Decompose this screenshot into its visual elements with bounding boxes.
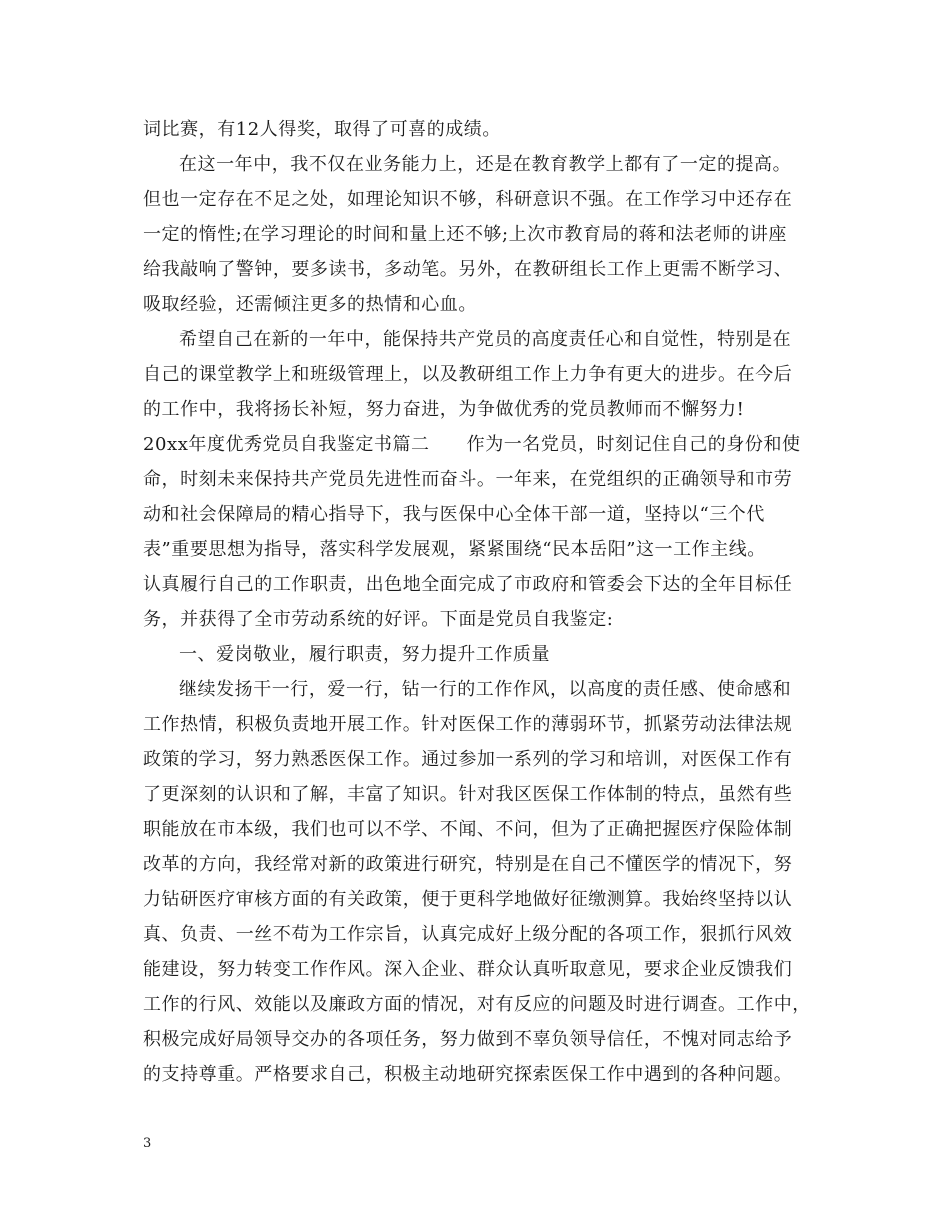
text-line: 一、爱岗敬业，履行职责，努力提升工作质量: [179, 644, 550, 665]
text-line: 一定的惰性;在学习理论的时间和量上还不够;上次市教育局的蒋和法老师的讲座: [143, 224, 787, 245]
text-line: 表”重要思想为指导，落实科学发展观，紧紧围绕“民本岳阳”这一工作主线。: [143, 539, 766, 560]
text-line: 动和社会保障局的精心指导下，我与医保中心全体干部一道，坚持以“三个代: [143, 504, 765, 525]
text-line: 20xx年度优秀党员自我鉴定书篇二 作为一名党员，时刻记住自己的身份和使: [143, 434, 801, 455]
text-line: 在这一年中，我不仅在业务能力上，还是在教育教学上都有了一定的提高。: [179, 154, 792, 175]
text-line: 改革的方向，我经常对新的政策进行研究，特别是在自己不懂医学的情况下，努: [143, 854, 793, 875]
text-line: 继续发扬干一行，爱一行，钻一行的工作作风，以高度的责任感、使命感和: [179, 679, 792, 700]
text-line: 能建设，努力转变工作作风。深入企业、群众认真听取意见，要求企业反馈我们: [143, 959, 793, 980]
document-body: [143, 112, 813, 1092]
text-line: 工作的行风、效能以及廉政方面的情况，对有反应的问题及时进行调查。工作中，: [143, 994, 811, 1015]
text-line: 务，并获得了全市劳动系统的好评。下面是党员自我鉴定:: [143, 609, 614, 630]
page-number: 3: [143, 1136, 152, 1151]
text-line: 的支持尊重。严格要求自己，积极主动地研究探索医保工作中遇到的各种问题。: [143, 1064, 793, 1085]
text-line: 了更深刻的认识和了解，丰富了知识。针对我区医保工作体制的特点，虽然有些: [143, 784, 793, 805]
text-line: 给我敲响了警钟，要多读书，多动笔。另外，在教研组长工作上更需不断学习、: [143, 259, 793, 280]
text-line: 职能放在市本级，我们也可以不学、不闻、不问，但为了正确把握医疗保险体制: [143, 819, 793, 840]
text-line: 政策的学习，努力熟悉医保工作。通过参加一系列的学习和培训，对医保工作有: [143, 749, 793, 770]
text-line: 词比赛，有12人得奖，取得了可喜的成绩。: [143, 119, 501, 140]
text-line: 认真履行自己的工作职责，出色地全面完成了市政府和管委会下达的全年目标任: [143, 574, 793, 595]
text-line: 积极完成好局领导交办的各项任务，努力做到不辜负领导信任，不愧对同志给予: [143, 1029, 793, 1050]
text-line: 力钻研医疗审核方面的有关政策，便于更科学地做好征缴测算。我始终坚持以认: [143, 889, 793, 910]
text-line: 工作热情，积极负责地开展工作。针对医保工作的薄弱环节，抓紧劳动法律法规: [143, 714, 793, 735]
text-line: 的工作中，我将扬长补短，努力奋进，为争做优秀的党员教师而不懈努力!: [143, 399, 745, 420]
text-line: 自己的课堂教学上和班级管理上，以及教研组工作上力争有更大的进步。在今后: [143, 364, 793, 385]
text-line: 但也一定存在不足之处，如理论知识不够，科研意识不强。在工作学习中还存在: [143, 189, 793, 210]
text-line: 真、负责、一丝不苟为工作宗旨，认真完成好上级分配的各项工作，狠抓行风效: [143, 924, 793, 945]
text-line: 吸取经验，还需倾注更多的热情和心血。: [143, 294, 477, 315]
text-line: 命，时刻未来保持共产党员先进性而奋斗。一年来，在党组织的正确领导和市劳: [143, 469, 793, 490]
text-line: 希望自己在新的一年中，能保持共产党员的高度责任心和自觉性，特别是在: [179, 329, 792, 350]
